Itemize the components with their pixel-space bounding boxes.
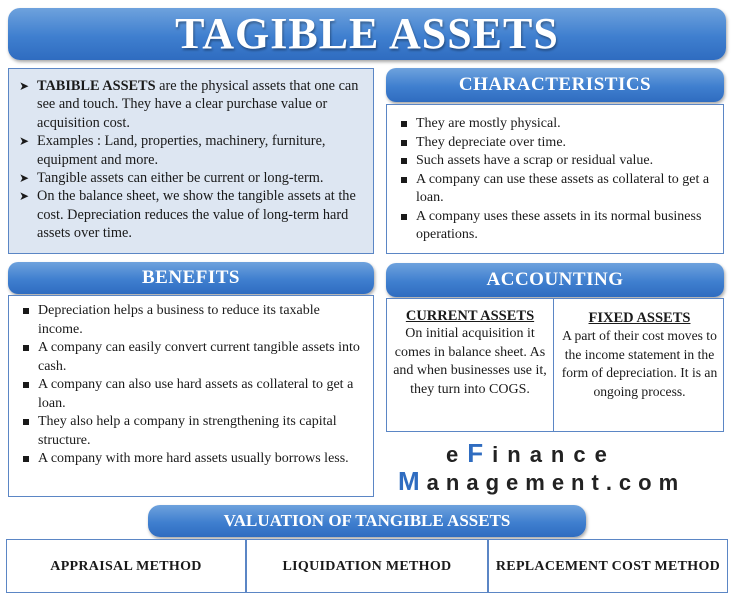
liquidation-method-cell: LIQUIDATION METHOD — [246, 539, 488, 593]
characteristic-text: A company uses these assets in its normal business operations. — [416, 208, 702, 242]
characteristic-text: A company can use these assets as collateral to get a loan. — [416, 171, 710, 205]
characteristic-item — [399, 208, 715, 245]
square-bullet-icon — [401, 121, 407, 127]
benefit-item — [21, 339, 365, 376]
current-assets-title: CURRENT ASSETS — [405, 308, 535, 324]
benefits-list — [21, 302, 365, 469]
valuation-heading: VALUATION OF TANGIBLE ASSETS — [148, 505, 586, 537]
characteristics-list — [399, 115, 715, 245]
intro-text: are the physical assets that one can see and touch. They have a clear purchase value or acquisition cost. — [37, 78, 359, 131]
arrow-bullet-icon: ➤ — [19, 171, 30, 186]
logo-rest-2: anagement.com — [426, 470, 686, 495]
fixed-assets-title: FIXED ASSETS — [588, 310, 691, 326]
square-bullet-icon — [23, 308, 29, 314]
square-bullet-icon — [23, 382, 29, 388]
accounting-panel — [386, 298, 724, 432]
intro-text: Examples : Land, properties, machinery, furniture, equipment and more. — [37, 133, 326, 168]
square-bullet-icon — [401, 140, 407, 146]
intro-item — [19, 77, 363, 132]
benefit-item — [21, 376, 365, 413]
intro-list — [19, 77, 363, 243]
intro-item — [19, 169, 363, 187]
fixed-assets-text: A part of their cost moves to the income statement in the form of depreciation. It is an ongoing process. — [561, 328, 718, 399]
logo-rest-1: inance — [492, 442, 616, 467]
characteristic-item — [399, 115, 715, 134]
arrow-bullet-icon: ➤ — [19, 189, 30, 204]
accounting-heading: ACCOUNTING — [386, 263, 724, 297]
characteristics-panel — [386, 104, 724, 254]
intro-item — [19, 132, 363, 169]
appraisal-method-cell: APPRAISAL METHOD — [6, 539, 246, 593]
square-bullet-icon — [401, 214, 407, 220]
benefits-panel — [8, 295, 374, 497]
benefit-text: Depreciation helps a business to reduce its taxable income. — [38, 303, 320, 337]
square-bullet-icon — [23, 419, 29, 425]
benefits-heading: BENEFITS — [8, 262, 374, 294]
square-bullet-icon — [401, 158, 407, 164]
characteristic-item — [399, 171, 715, 208]
characteristics-heading: CHARACTERISTICS — [386, 68, 724, 102]
benefit-item — [21, 450, 365, 469]
logo-prefix: e — [446, 442, 468, 467]
logo-initial-m: M — [398, 466, 427, 496]
benefit-item — [21, 413, 365, 450]
characteristic-item — [399, 134, 715, 153]
square-bullet-icon — [23, 456, 29, 462]
characteristic-item — [399, 152, 715, 171]
intro-panel — [8, 68, 374, 254]
arrow-bullet-icon: ➤ — [19, 79, 30, 93]
characteristic-text: Such assets have a scrap or residual value. — [416, 153, 654, 168]
benefit-item — [21, 302, 365, 339]
benefit-text: They also help a company in strengthening its capital structure. — [38, 414, 337, 448]
intro-item — [19, 187, 363, 242]
characteristic-text: They are mostly physical. — [416, 116, 561, 131]
logo-line-2 — [398, 466, 685, 497]
benefit-text: A company with more hard assets usually borrows less. — [38, 451, 349, 466]
intro-text: On the balance sheet, we show the tangible assets at the cost. Depreciation reduces the value of long-term hard assets over time. — [37, 188, 356, 242]
square-bullet-icon — [401, 177, 407, 183]
arrow-bullet-icon: ➤ — [19, 134, 30, 149]
characteristic-text: They depreciate over time. — [416, 134, 567, 150]
current-assets-column — [387, 299, 554, 431]
current-assets-text: On initial acquisition it comes in balance sheet. As and when businesses use it, they turn into COGS. — [393, 326, 547, 397]
benefit-text: A company can easily convert current tangible assets into cash. — [38, 340, 360, 374]
benefit-text: A company can also use hard assets as collateral to get a loan. — [38, 377, 354, 411]
intro-term: TABIBLE ASSETS — [37, 78, 156, 94]
fixed-assets-column — [555, 299, 724, 431]
logo-initial-f: F — [467, 438, 493, 468]
logo-line-1 — [446, 438, 616, 469]
intro-text: Tangible assets can either be current or long-term. — [37, 170, 324, 187]
replacement-cost-method-cell: REPLACEMENT COST METHOD — [488, 539, 728, 593]
page-title: TAGIBLE ASSETS — [8, 8, 726, 60]
square-bullet-icon — [23, 345, 29, 351]
